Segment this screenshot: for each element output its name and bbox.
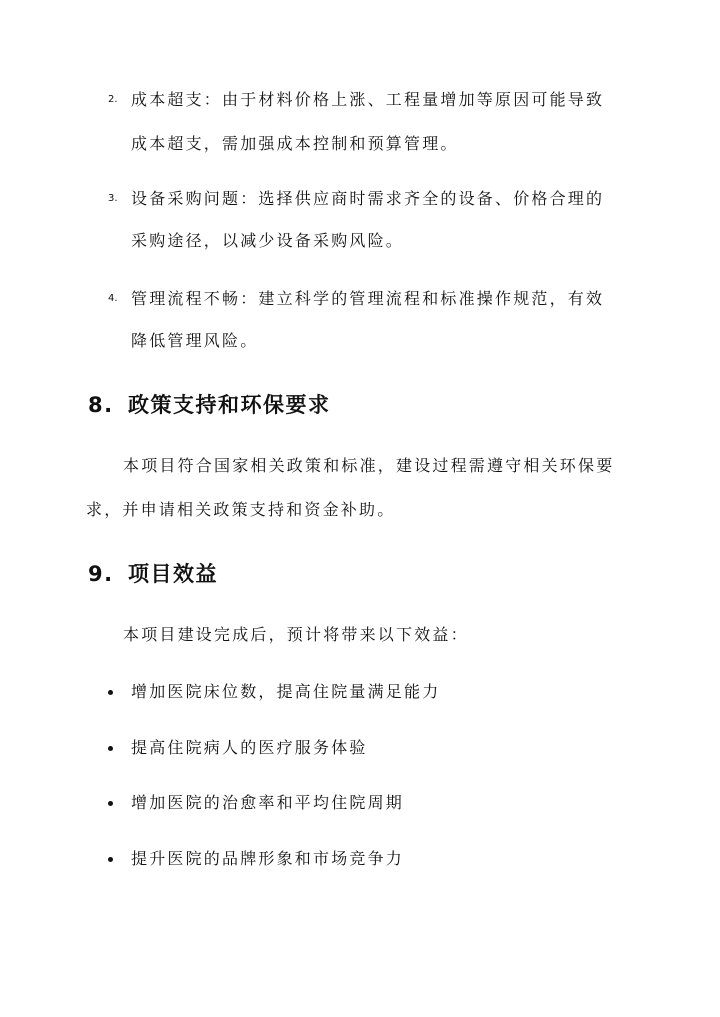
item-text-line: 降低管理风险。 [131, 331, 259, 350]
paragraph-line: 本项目符合国家相关政策和标准，建设过程需遵守相关环保要 [123, 456, 615, 475]
section-number: 9. [88, 562, 114, 586]
item-number: 3. [108, 193, 118, 204]
item-number: 2. [108, 94, 118, 105]
bullet-icon [108, 746, 113, 751]
paragraph-line: 本项目建设完成后，预计将带来以下效益： [123, 625, 469, 644]
item-text-line: 管理流程不畅：建立科学的管理流程和标准操作规范，有效 [131, 289, 605, 308]
list-item-text: 提高住院病人的医疗服务体验 [131, 738, 368, 757]
bullet-icon [108, 801, 113, 806]
paragraph-line: 求，并申请相关政策支持和资金补助。 [86, 500, 396, 519]
item-text-line: 设备采购问题：选择供应商时需求齐全的设备、价格合理的 [131, 189, 605, 208]
list-item-text: 增加医院的治愈率和平均住院周期 [131, 793, 405, 812]
section-heading [88, 558, 218, 588]
section-title: 政策支持和环保要求 [128, 392, 331, 417]
bullet-icon [108, 857, 113, 862]
section-heading [88, 389, 331, 419]
item-number: 4. [108, 293, 118, 304]
item-text-line: 采购途径，以减少设备采购风险。 [131, 231, 405, 250]
item-text-line: 成本超支，需加强成本控制和预算管理。 [131, 134, 459, 153]
section-number: 8. [88, 393, 114, 417]
item-text-line: 成本超支：由于材料价格上涨、工程量增加等原因可能导致 [131, 90, 605, 109]
section-title: 项目效益 [128, 561, 218, 586]
bullet-icon [108, 690, 113, 695]
list-item-text: 提升医院的品牌形象和市场竞争力 [131, 849, 405, 868]
list-item-text: 增加医院床位数，提高住院量满足能力 [131, 682, 441, 701]
